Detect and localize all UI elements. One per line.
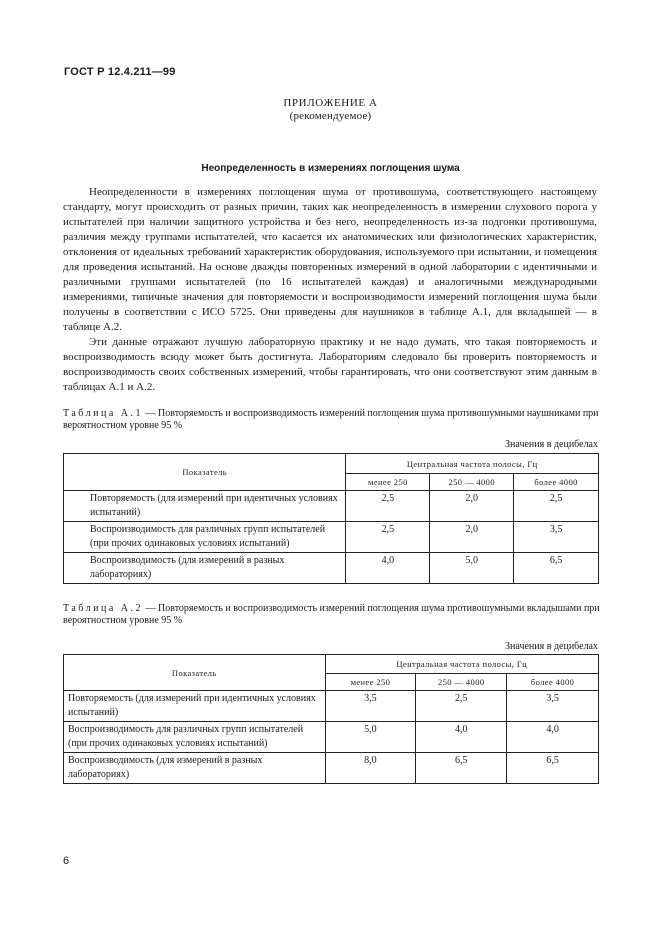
section-title: Неопределенность в измерениях поглощения шума [201, 163, 460, 174]
table1 [63, 453, 599, 584]
row-value: 2,5 [346, 522, 430, 553]
paragraph-2: Эти данные отражают лучшую лабораторную практику и не надо думать, что такая повторяемость и воспроизводимость всюду может быть достигнута. Лабораториям следовало бы проверить повторяемость и воспроизводимость своих собственных измерений, чтобы гарантировать, что они соответствуют этим данным в таблицах А.1 и А.2. [63, 336, 597, 393]
row-label: Повторяемость (для измерений при идентичных условиях испытаний) [64, 491, 346, 522]
band-header: 250 — 4000 [416, 674, 507, 691]
col-group-header: Центральная частота полосы, Гц [325, 655, 598, 674]
row-value: 4,0 [416, 722, 507, 753]
row-value: 6,5 [416, 753, 507, 784]
table1-caption-text: — Повторяемость и воспроизводимость измерений поглощения шума противошумными наушниками при вероятностном уровне 95 % [63, 408, 599, 431]
table-row [64, 753, 599, 784]
table2-caption-label: Таблица А.2 [63, 603, 143, 614]
row-value: 6,5 [507, 753, 599, 784]
table1-caption [63, 408, 603, 432]
row-value: 3,5 [325, 691, 416, 722]
row-label: Повторяемость (для измерений при идентичных условиях испытаний) [64, 691, 326, 722]
col-indicator-header: Показатель [64, 655, 326, 691]
table1-units: Значения в децибелах [505, 439, 598, 450]
row-value: 2,0 [430, 491, 514, 522]
row-label: Воспроизводимость (для измерений в разных лабораториях) [64, 753, 326, 784]
row-value: 2,5 [346, 491, 430, 522]
band-header: более 4000 [514, 474, 599, 491]
row-value: 5,0 [430, 553, 514, 584]
col-group-header: Центральная частота полосы, Гц [346, 454, 599, 474]
appendix-subtitle: (рекомендуемое) [289, 110, 372, 122]
row-value: 3,5 [514, 522, 599, 553]
row-value: 4,0 [507, 722, 599, 753]
table-row [64, 553, 599, 584]
row-value: 2,5 [416, 691, 507, 722]
appendix-heading [0, 97, 661, 123]
row-value: 2,5 [514, 491, 599, 522]
table-header-row [64, 454, 599, 474]
table2 [63, 654, 599, 784]
band-header: 250 — 4000 [430, 474, 514, 491]
table-row [64, 522, 599, 553]
table1-caption-label: Таблица А.1 [63, 408, 143, 419]
band-header: менее 250 [346, 474, 430, 491]
row-value: 6,5 [514, 553, 599, 584]
row-value: 4,0 [346, 553, 430, 584]
body-text [63, 185, 597, 395]
col-indicator-header: Показатель [64, 454, 346, 491]
band-header: менее 250 [325, 674, 416, 691]
table2-units: Значения в децибелах [505, 641, 598, 652]
appendix-title: ПРИЛОЖЕНИЕ А [283, 97, 378, 109]
table-row [64, 722, 599, 753]
table-header-row [64, 655, 599, 674]
row-label: Воспроизводимость для различных групп испытателей (при прочих одинаковых условиях испытаний) [64, 522, 346, 553]
page-number: 6 [63, 855, 70, 867]
row-value: 5,0 [325, 722, 416, 753]
row-value: 8,0 [325, 753, 416, 784]
row-value: 3,5 [507, 691, 599, 722]
band-header: более 4000 [507, 674, 599, 691]
table-row [64, 491, 599, 522]
row-label: Воспроизводимость для различных групп испытателей (при прочих одинаковых условиях испытаний) [64, 722, 326, 753]
row-value: 2,0 [430, 522, 514, 553]
paragraph-1: Неопределенности в измерениях поглощения шума от противошума, соответствующего настоящему стандарту, могут происходить от разных причин, таких как неопределенность в измерении слухового порога у испытателей при наличии защитного устройства и без него, неопределенность из-за подгонки противошума, различия между группами испытателей, что касается их анатомических или физиологических характеристик, отклонения от идеальных требований характеристик оборудования, используемого при испытании, и помещения для проведения испытаний. На основе дважды повторенных измерений в одной лаборатории с идентичными и различными группами испытателей (по 16 испытателей каждая) и аналогичными международными измерениями, типичные значения для повторяемости и воспроизводимости измерений поглощения шума были получены в соответствии с ИСО 5725. Они приведены для наушников в таблице А.1, для вкладышей — в таблице А.2. [63, 186, 597, 333]
document-code: ГОСТ Р 12.4.211—99 [64, 66, 176, 78]
table-row [64, 691, 599, 722]
table2-caption [63, 603, 603, 627]
row-label: Воспроизводимость (для измерений в разных лабораториях) [64, 553, 346, 584]
table2-caption-text: — Повторяемость и воспроизводимость измерений поглощения шума противошумными вкладышами при вероятностном уровне 95 % [63, 603, 600, 626]
